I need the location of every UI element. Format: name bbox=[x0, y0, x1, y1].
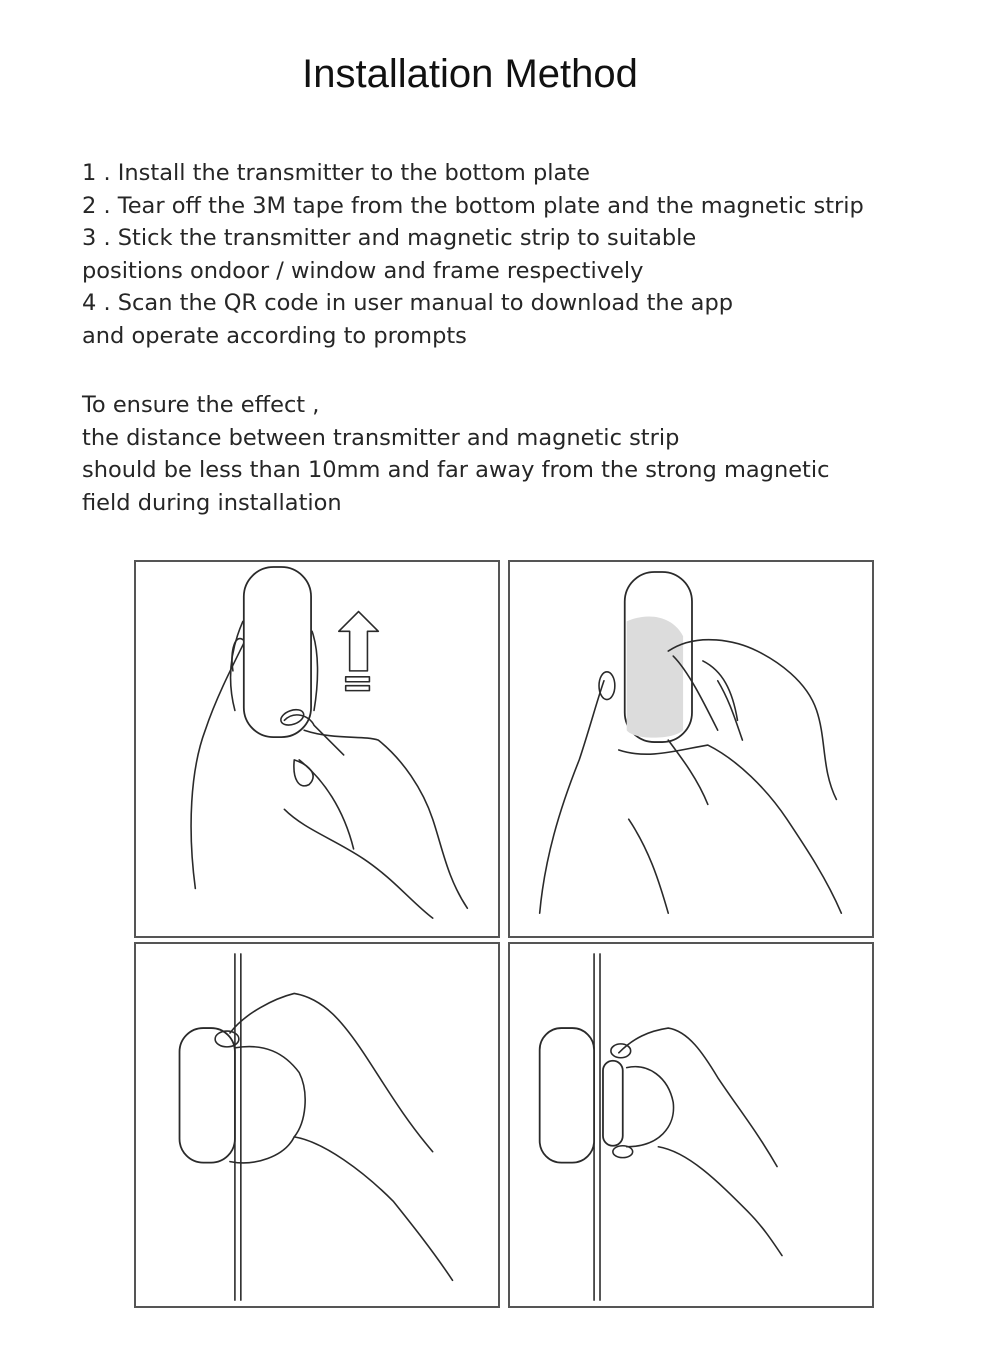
magnetic-strip bbox=[603, 1061, 623, 1146]
step-line: 3 . Stick the transmitter and magnetic strip to suitable bbox=[82, 225, 697, 251]
installation-steps bbox=[82, 157, 982, 352]
step-line: 4 . Scan the QR code in user manual to download the app bbox=[82, 290, 734, 316]
illustration-stick-transmitter bbox=[134, 942, 500, 1308]
note-line: the distance between transmitter and magnetic strip bbox=[82, 424, 680, 451]
transmitter-device bbox=[180, 1028, 235, 1163]
adhesive-tape bbox=[627, 616, 683, 737]
illustration-tear-tape bbox=[508, 560, 874, 938]
note-line: should be less than 10mm and far away from the strong magnetic bbox=[82, 457, 830, 483]
illustration-stick-magnet bbox=[508, 942, 874, 1308]
step-line: 2 . Tear off the 3M tape from the bottom plate and the magnetic strip bbox=[82, 192, 864, 219]
peeling-tape-illustration bbox=[510, 562, 872, 936]
note-line: field during installation bbox=[82, 489, 342, 516]
transmitter-device bbox=[540, 1028, 594, 1163]
step-line: 1 . Install the transmitter to the bottom plate bbox=[82, 160, 590, 186]
transmitter-device bbox=[244, 567, 311, 737]
sticking-transmitter-illustration bbox=[136, 944, 498, 1306]
step-line: positions ondoor / window and frame respectively bbox=[82, 257, 644, 284]
sticking-magnetic-strip-illustration bbox=[510, 944, 872, 1306]
illustration-install-transmitter bbox=[134, 560, 500, 938]
step-line: and operate according to prompts bbox=[82, 322, 467, 349]
installation-note bbox=[82, 389, 982, 519]
page-title: Installation Method bbox=[302, 52, 638, 96]
hand-holding-transmitter-illustration bbox=[136, 562, 498, 936]
note-line: To ensure the effect , bbox=[82, 392, 320, 418]
